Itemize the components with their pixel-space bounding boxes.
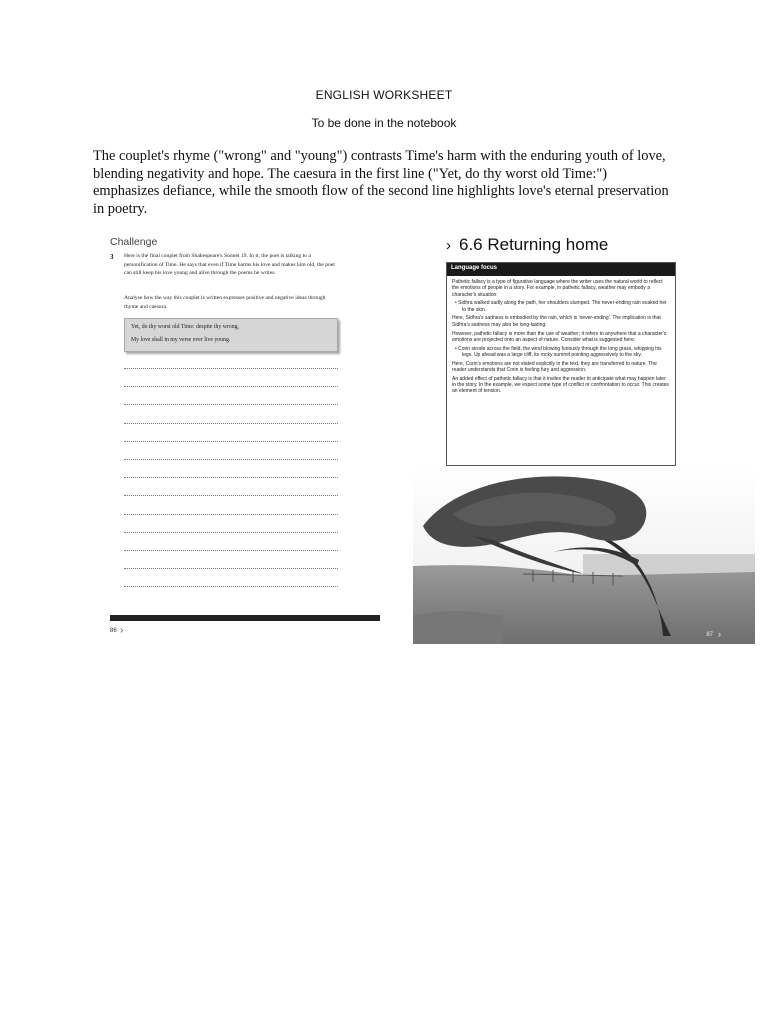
dotted-line: [124, 586, 338, 587]
focus-bullet: • Sidhra walked sadly along the path, her shoulders slumped. The never-ending rain soaked her to the skin.: [455, 300, 667, 313]
focus-paragraph: Here, Sidhra's sadness is embodied by the rain, which is 'never-ending'. The implication is that Sidhra's sadness may also be long-lasting.: [452, 315, 661, 328]
question-text: Here is the final couplet from Shakespeare's Sonnet 19. In it, the poet is talking to a personification of Time. He says that even if Time harms his love and makes him old, the poet can still keep his love young and alive through the poems he writes.: [124, 253, 335, 276]
section-heading: [446, 235, 608, 255]
windswept-tree-photo: [413, 466, 755, 644]
focus-bullet: • Corin strode across the field, the wind blowing furiously through the long grass, whipping his legs. Up ahead was a large cliff, its rocky summit pointing aggressively to the sky.: [455, 345, 662, 358]
quote-line-2: My love shall in my verse ever live young.: [131, 337, 231, 343]
page-number-right: 87: [706, 632, 713, 638]
chevron-right-icon: ›: [718, 629, 721, 639]
language-focus-body: [447, 276, 675, 400]
focus-paragraph: However, pathetic fallacy is more than the use of weather; it refers to anywhere that a character's emotions are projected onto an aspect of nature. Consider what is suggested here:: [452, 330, 667, 343]
focus-paragraph: Pathetic fallacy is a type of figurative language where the writer uses the natural world to reflect the emotions of people in a story. For example, in pathetic fallacy, weather may embody a character's situation:: [452, 279, 663, 298]
dotted-line: [124, 477, 338, 478]
language-focus-heading: Language focus: [447, 263, 675, 276]
challenge-heading: Challenge: [110, 236, 158, 248]
focus-paragraph: Here, Corin's emotions are not stated explicitly in the text, they are transferred to nature. The reader understands that Corin is feeling fury and aggression.: [452, 360, 657, 374]
textbook-page-left: [110, 232, 382, 652]
chevron-right-icon: ›: [120, 625, 124, 636]
page-number-left: 86: [110, 628, 117, 634]
section-title: 6.6 Returning home: [459, 235, 609, 254]
quote-box: [124, 318, 338, 352]
dotted-line: [124, 368, 338, 369]
page-footer-bar: [110, 615, 380, 621]
focus-paragraph: An added effect of pathetic fallacy is that it invites the reader to anticipate what may happen later in the story. In the example, we expect some type of conflict or confrontation to occur. This creates an element of tension.: [452, 375, 669, 395]
dotted-line: [124, 423, 338, 424]
quote-line-1: Yet, do thy worst old Time: despite thy wrong,: [131, 324, 239, 330]
dotted-line: [124, 386, 338, 387]
dotted-line: [124, 441, 338, 442]
question-instruction: Analyse how the way this couplet is written expresses positive and negative ideas through rhyme and caesura.: [124, 295, 326, 310]
dotted-line: [124, 568, 338, 569]
answer-lines: [124, 368, 338, 604]
dotted-line: [124, 514, 338, 515]
dotted-line: [124, 459, 338, 460]
answer-paragraph: The couplet's rhyme ("wrong" and "young") contrasts Time's harm with the enduring youth of love, blending negativity and hope. The caesura in the first line ("Yet, do thy worst old Time:") emphasizes defiance, while the smooth flow of the second line highlights love's eternal preservation in poetry.: [93, 148, 669, 217]
dotted-line: [124, 550, 338, 551]
dotted-line: [124, 532, 338, 533]
dotted-line: [124, 495, 338, 496]
chevron-right-icon: ›: [446, 237, 451, 254]
textbook-page-right: [413, 232, 755, 646]
language-focus-box: [446, 262, 676, 466]
worksheet-title: ENGLISH WORKSHEET: [315, 88, 453, 102]
worksheet-subtitle: To be done in the notebook: [311, 116, 457, 130]
dotted-line: [124, 404, 338, 405]
question-number: 3: [110, 253, 114, 261]
